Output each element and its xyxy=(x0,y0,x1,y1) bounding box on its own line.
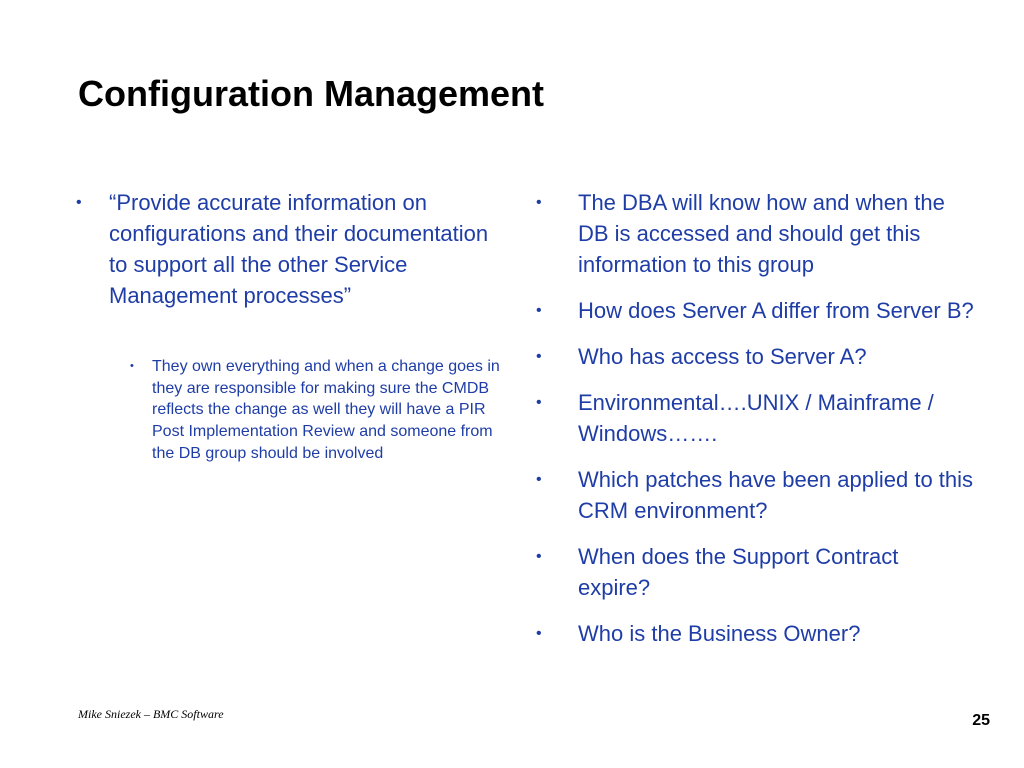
footer-author: Mike Sniezek – BMC Software xyxy=(78,707,224,721)
right-bullet-5 xyxy=(536,464,976,526)
bullet-icon: • xyxy=(536,471,542,488)
right-bullet-3 xyxy=(536,341,976,372)
sub-bullet-icon: • xyxy=(130,360,134,372)
right-bullet-text: How does Server A differ from Server B? xyxy=(578,298,974,323)
right-bullet-6 xyxy=(536,541,976,603)
left-bullet xyxy=(76,187,506,311)
right-bullet-text: When does the Support Contract expire? xyxy=(578,544,899,600)
right-bullet-1 xyxy=(536,187,976,280)
right-bullet-text: The DBA will know how and when the DB is accessed and should get this information to this group xyxy=(578,190,945,277)
right-bullet-text: Which patches have been applied to this CRM environment? xyxy=(578,467,974,523)
bullet-icon: • xyxy=(536,194,542,211)
right-bullet-4 xyxy=(536,387,976,449)
right-bullet-text: Who is the Business Owner? xyxy=(578,621,861,646)
bullet-icon: • xyxy=(536,548,542,565)
left-bullet-text: “Provide accurate information on configurations and their documentation to support all the other Service Management processes” xyxy=(109,190,489,308)
bullet-icon: • xyxy=(536,302,542,319)
right-bullet-7 xyxy=(536,618,976,649)
left-column xyxy=(76,187,506,465)
right-column xyxy=(536,187,976,664)
bullet-icon: • xyxy=(536,625,542,642)
slide-title: Configuration Management xyxy=(78,73,544,114)
bullet-icon: • xyxy=(536,348,542,365)
bullet-icon: • xyxy=(536,394,542,411)
bullet-icon: • xyxy=(76,194,82,211)
left-sub-bullet xyxy=(130,356,506,465)
right-bullet-text: Environmental….UNIX / Mainframe / Windows……. xyxy=(578,390,934,446)
right-bullet-2 xyxy=(536,295,976,326)
page-number: 25 xyxy=(972,712,990,729)
right-bullet-text: Who has access to Server A? xyxy=(578,344,867,369)
left-sub-bullet-text: They own everything and when a change goes in they are responsible for making sure the CMDB reflects the change as well they will have a PIR Post Implementation Review and someone from the DB group should be involved xyxy=(152,358,500,462)
